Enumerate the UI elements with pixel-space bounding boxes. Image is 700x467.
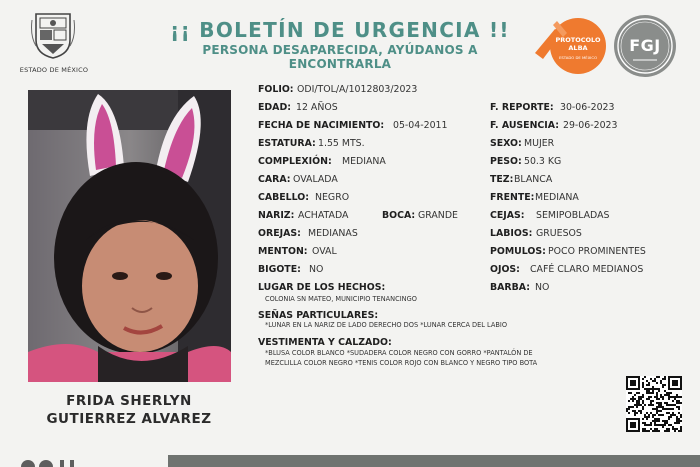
vestimenta-line2: MEZCLILLA COLOR NEGRO *TENIS COLOR ROJO CON BLANCO Y NEGRO TIPO BOTA [265,359,538,367]
senas-value: *LUNAR EN LA NARIZ DE LADO DERECHO DOS *LUNAR CERCA DEL LABIO [265,321,508,329]
state-caption: ESTADO DE MÉXICO [19,66,89,74]
alba-title: PROTOCOLO ALBA [555,36,601,52]
pomulos-value: POCO PROMINENTES [548,246,646,257]
tez-value: BLANCA [514,174,553,185]
tez-label: TEZ: [490,174,514,185]
bottom-band [168,455,700,467]
bottom-logo-icon [20,458,104,467]
folio-value: ODI/TOL/A/1012803/2023 [297,84,418,95]
frente-label: FRENTE: [490,192,535,203]
cara-label: CARA: [258,174,291,185]
bigote-label: BIGOTE: [258,264,301,275]
sexo-value: MUJER [524,138,555,149]
ausencia-label: F. AUSENCIA: [490,120,559,131]
bulletin-title: ¡¡ BOLETÍN DE URGENCIA !! [170,18,510,42]
edad-value: 12 AÑOS [296,102,338,113]
peso-label: PESO: [490,156,522,167]
nariz-value: ACHATADA [298,210,349,221]
boca-label: BOCA: [382,210,416,221]
boca-value: GRANDE [418,210,458,221]
labios-value: GRUESOS [536,228,582,239]
cabello-label: CABELLO: [258,192,310,203]
lugar-value: COLONIA SN MATEO, MUNICIPIO TENANCINGO [265,295,417,303]
cabello-value: NEGRO [315,192,350,203]
state-emblem-icon [30,10,76,60]
barba-label: BARBA: [490,282,530,293]
cejas-value: SEMIPOBLADAS [536,210,610,221]
lugar-label: LUGAR DE LOS HECHOS: [258,282,386,293]
senas-label: SEÑAS PARTICULARES: [258,310,379,321]
cejas-label: CEJAS: [490,210,525,221]
bigote-value: NO [309,264,324,275]
vestimenta-label: VESTIMENTA Y CALZADO: [258,337,392,348]
ojos-label: OJOS: [490,264,520,275]
cara-value: OVALADA [293,174,338,185]
ojos-value: CAFÉ CLARO MEDIANOS [530,264,644,275]
menton-label: MENTON: [258,246,308,257]
bulletin-subtitle: PERSONA DESAPARECIDA, AYÚDANOS A ENCONTRARLA [202,43,478,71]
labios-label: LABIOS: [490,228,533,239]
edad-label: EDAD: [258,102,291,113]
nacimiento-label: FECHA DE NACIMIENTO: [258,120,385,131]
person-name-line1: FRIDA SHERLYN [66,393,192,409]
frente-value: MEDIANA [535,192,579,203]
folio-label: FOLIO: [258,84,294,95]
vestimenta-line1: *BLUSA COLOR BLANCO *SUDADERA COLOR NEGRO CON GORRO *PANTALÓN DE [265,349,533,357]
reporte-value: 30-06-2023 [560,102,615,113]
ausencia-value: 29-06-2023 [563,120,618,131]
pomulos-label: POMULOS: [490,246,546,257]
fgj-text: FGJ [629,36,661,55]
missing-person-photo [28,90,231,382]
estatura-value: 1.55 MTS. [318,138,365,149]
person-name-line2: GUTIERREZ ALVAREZ [46,411,212,427]
sexo-label: SEXO: [490,138,522,149]
nacimiento-value: 05-04-2011 [393,120,448,131]
nariz-label: NARIZ: [258,210,295,221]
reporte-label: F. REPORTE: [490,102,554,113]
estatura-label: ESTATURA: [258,138,316,149]
alba-subtitle: ESTADO DE MÉXICO [558,55,598,60]
complexion-label: COMPLEXIÓN: [258,156,332,167]
qr-code-icon[interactable] [626,376,682,432]
peso-value: 50.3 KG [524,156,562,167]
orejas-label: OREJAS: [258,228,301,239]
complexion-value: MEDIANA [342,156,386,167]
orejas-value: MEDIANAS [308,228,358,239]
barba-value: NO [535,282,550,293]
person-name [20,392,238,428]
menton-value: OVAL [312,246,337,257]
